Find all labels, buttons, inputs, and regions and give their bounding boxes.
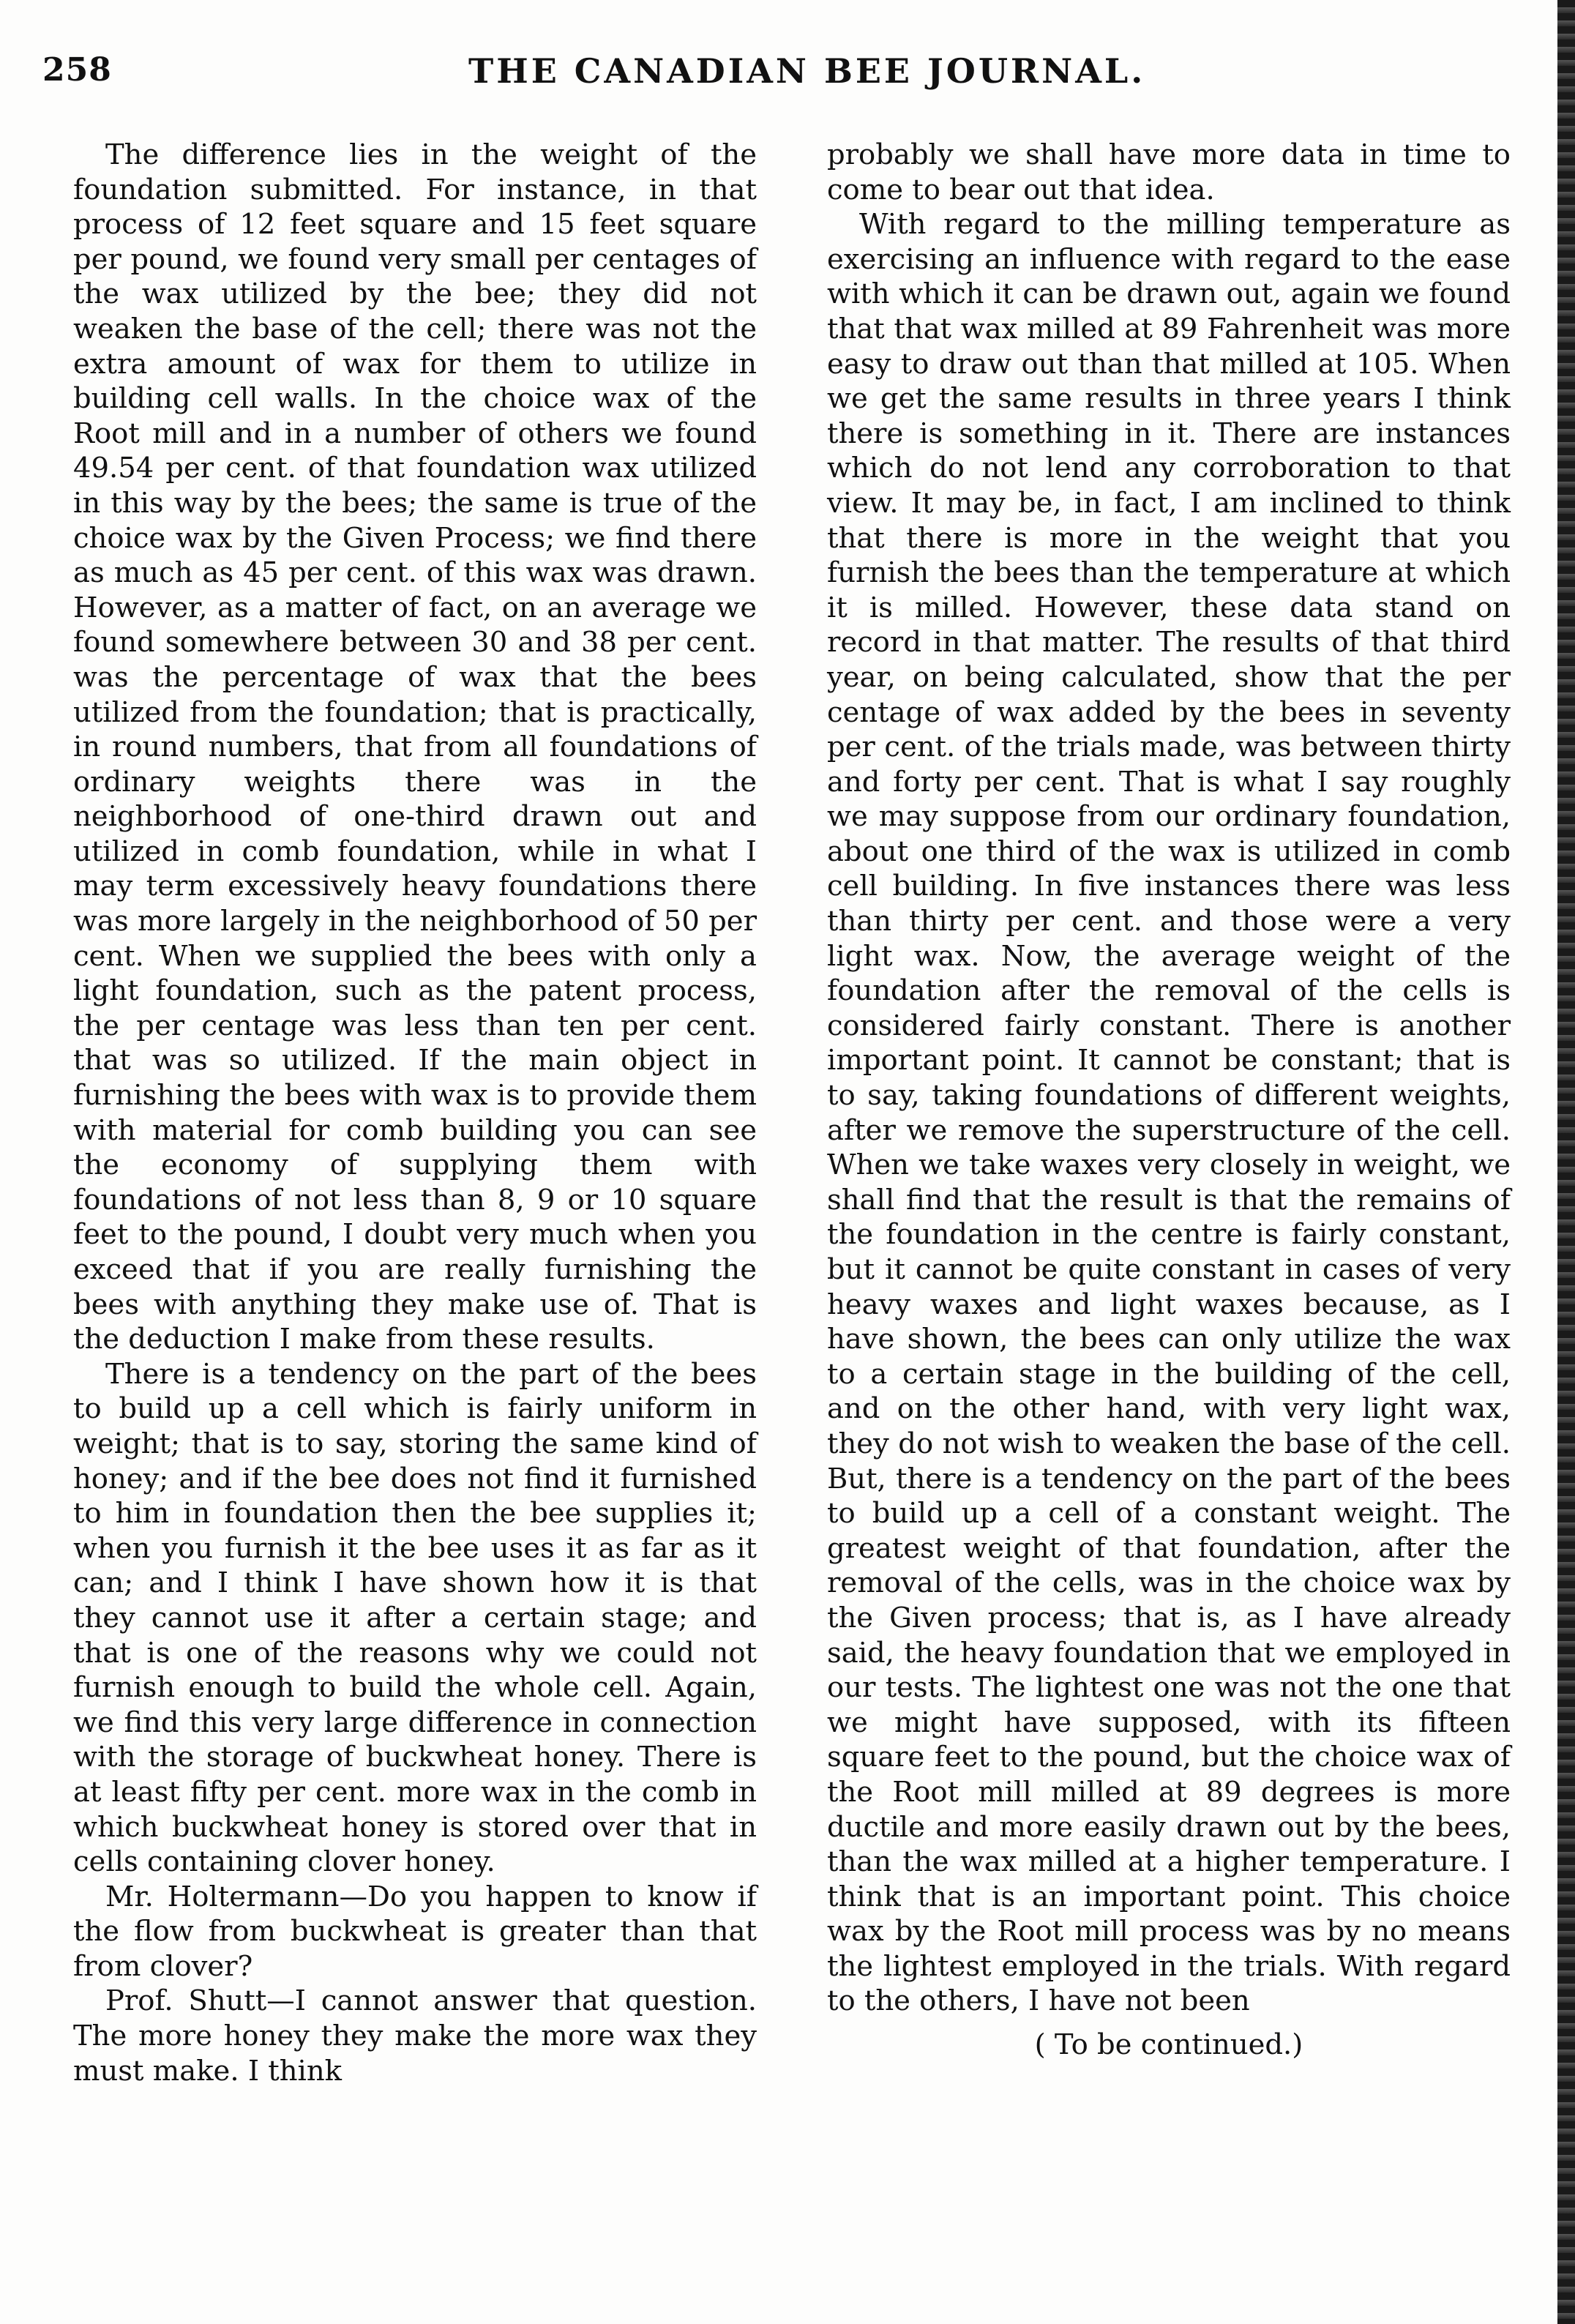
right-column — [827, 138, 1511, 2063]
right-paragraph-2: With regard to the milling temperature as exercising an influence with regard to the ease with which it can be drawn out, again we found that that wax milled at 89 Fahrenheit was more easy to draw out than that milled at 105. When we get the same results in three years I think there is something in it. There are instances which do not lend any corroboration to that view. It may be, in fact, I am inclined to think that there is more in the weight that you furnish the bees than the temperature at which it is milled. However, these data stand on record in that matter. The results of that third year, on being calculated, show that the per centage of wax added by the bees in seventy per cent. of the trials made, was between thirty and forty per cent. That is what I say roughly we may suppose from our ordinary foundation, about one third of the wax is utilized in comb cell building. In five instances there was less than thirty per cent. and those were a very light wax. Now, the average weight of the foundation after the removal of the cells is considered fairly constant. There is another important point. It cannot be constant; that is to say, taking foundations of different weights, after we remove the superstructure of the cell. When we take waxes very closely in weight, we shall find that the result is that the remains of the foundation in the centre is fairly constant, but it cannot be quite constant in cases of very heavy waxes and light waxes because, as I have shown, the bees can only utilize the wax to a certain stage in the building of the cell, and on the other hand, with very light wax, they do not wish to weaken the base of the cell. But, there is a tendency on the part of the bees to build up a cell of a constant weight. The greatest weight of that foundation, after the removal of the cells, was in the choice wax by the Given process; that is, as I have already said, the heavy foundation that we employed in our tests. The lightest one was not the one that we might have supposed, with its fifteen square feet to the pound, but the choice wax of the Root mill milled at 89 degrees is more ductile and more easily drawn out by the bees, than the wax milled at a higher temperature. I think that is an important point. This choice wax by the Root mill process was by no means the lightest employed in the trials. With regard to the others, I have not been — [827, 208, 1511, 2018]
journal-title: THE CANADIAN BEE JOURNAL. — [468, 51, 1146, 91]
left-paragraph-1: The difference lies in the weight of the foundation submitted. For instance, in that process of 12 feet square and 15 feet square per pound, we found very small per centages of the wax utilized by the bee; they did not weaken the base of the cell; there was not the extra amount of wax for them to utilize in building cell walls. In the choice wax of the Root mill and in a number of others we found 49.54 per cent. of that foundation wax utilized in this way by the bees; the same is true of the choice wax by the Given Process; we find there as much as 45 per cent. of this wax was drawn. However, as a matter of fact, on an average we found somewhere between 30 and 38 per cent. was the percentage of wax that the bees utilized from the foundation; that is practically, in round numbers, that from all foundations of ordinary weights there was in the neighborhood of one-third drawn out and utilized in comb foundation, while in what I may term excessively heavy foundations there was more largely in the neighborhood of 50 per cent. When we supplied the bees with only a light foundation, such as the patent process, the per centage was less than ten per cent. that was so utilized. If the main object in furnishing the bees with wax is to provide them with material for comb building you can see the economy of supplying them with foundations of not less than 8, 9 or 10 square feet to the pound, I doubt very much when you exceed that if you are really furnishing the bees with anything they make use of. That is the deduction I make from these results. — [73, 138, 757, 1356]
page-edge-shadow — [1557, 0, 1575, 2324]
continued-note: ( To be continued.) — [1034, 2028, 1303, 2062]
left-column — [73, 138, 757, 2088]
right-paragraph-1: probably we shall have more data in time to come to bear out that idea. — [827, 138, 1511, 206]
page-number: 258 — [42, 51, 112, 89]
left-paragraph-4: Prof. Shutt—I cannot answer that question. The more honey they make the more wax they must make. I think — [73, 1984, 757, 2088]
left-paragraph-2: There is a tendency on the part of the bees to build up a cell which is fairly uniform in weight; that is to say, storing the same kind of honey; and if the bee does not find it furnished to him in foundation then the bee supplies it; when you furnish it the bee uses it as far as it can; and I think I have shown how it is that they cannot use it after a certain stage; and that is one of the reasons why we could not furnish enough to build the whole cell. Again, we find this very large difference in connection with the storage of buckwheat honey. There is at least fifty per cent. more wax in the comb in which buckwheat honey is stored over that in cells containing clover honey. — [73, 1357, 757, 1879]
left-paragraph-3: Mr. Holtermann—Do you happen to know if the flow from buckwheat is greater than that from clover? — [73, 1880, 757, 1983]
